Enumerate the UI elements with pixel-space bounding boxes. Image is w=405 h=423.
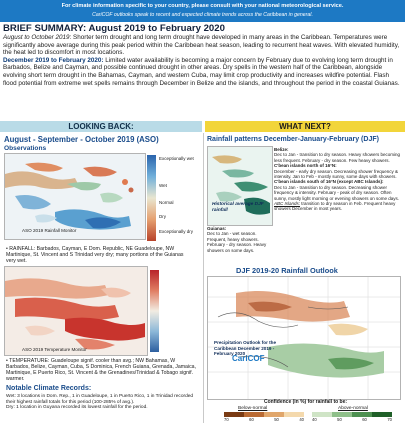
north-islands-head: C'bean islands north of 16°N: bbox=[274, 163, 337, 169]
banner-line-2: CariCOF outlooks speak to recent and expected climate trends across the Caribbean in general. bbox=[92, 12, 313, 18]
below-tick: 60 bbox=[249, 417, 254, 422]
outlook-title: DJF 2019-20 Rainfall Outlook bbox=[236, 266, 338, 275]
belize-block bbox=[274, 147, 402, 212]
column-divider bbox=[203, 133, 204, 423]
notable-records-text bbox=[6, 394, 198, 411]
legend-exceptionally-dry: Exceptionally dry bbox=[159, 229, 194, 234]
above-ticks bbox=[312, 417, 392, 423]
djf-title: Rainfall patterns December-January-February (DJF) bbox=[207, 136, 379, 143]
summary-para-1 bbox=[3, 34, 402, 57]
djf-map-graphic bbox=[208, 147, 272, 225]
top-banner bbox=[0, 0, 405, 22]
legend-normal: Normal bbox=[159, 200, 174, 205]
temperature-observations: • TEMPERATURE: Guadeloupe signif. cooler than avg.; NW Bahamas, W Barbados, Belize, Cayman, Cuba, S Dominica, French Guiana, Grenada, Jamaica, Martinique, E Puerto Rico, St. Vincent & the Grenadines/Trinidad & Tobago signif. warmer. bbox=[6, 358, 197, 383]
temperature-legend-bar bbox=[150, 270, 159, 352]
what-next-header: WHAT NEXT? bbox=[205, 121, 405, 132]
summary-para-2 bbox=[3, 57, 402, 87]
below-normal-label: Below-normal bbox=[238, 406, 268, 411]
rainfall-outlook-map bbox=[207, 276, 401, 400]
summary-p2-text: Limited water availability is becoming a major concern by February due to evolving long term drought in Barbados, Belize and Cayman, and possible continued drought in other areas. Dry spells in the western half of the Caribbean, alongside evolving short term drought in the Bahamas, Cayman, and western Cuba, may limit crop productivity and increases wildfire potential. Flash flood potential from extreme wet spells remains through December in Belize and the islands, and throughout the period in the coastal Guianas. bbox=[3, 56, 400, 87]
temperature-caption: ASO 2019 Temperature Monitor bbox=[22, 347, 87, 352]
below-tick: 40 bbox=[299, 417, 304, 422]
north-islands-text: December - early dry season. Decreasing shower frequency & intensity. Jan to Feb - mostly sunny, some days with showers. bbox=[274, 168, 399, 180]
above-tick: 40 bbox=[312, 417, 317, 422]
banner-line-1: For climate information specific to your country, please consult with your national meteorological service. bbox=[61, 3, 344, 9]
observations-label: Observations bbox=[4, 145, 47, 152]
above-tick: 60 bbox=[362, 417, 367, 422]
records-wet: Wet: 3 locations in Dom. Rep., 1 in Guadeloupe, 1 in Puerto Rico, 1 in Trinidad recorded their highest rainfall totals for this period (100-285% of avg.). bbox=[6, 394, 194, 405]
looking-back-header: LOOKING BACK: bbox=[0, 121, 202, 132]
rainfall-legend bbox=[147, 155, 201, 243]
caricof-logo: CariCOF bbox=[232, 354, 265, 363]
south-islands-head: C'bean islands south of 16°N (except ABC Islands): bbox=[274, 179, 384, 185]
below-tick: 70 bbox=[224, 417, 229, 422]
historical-map-label: Historical average DJF rainfall bbox=[212, 202, 264, 213]
summary-p1-lead: August to October 2019 bbox=[3, 34, 70, 41]
notable-records-title: Notable Climate Records: bbox=[6, 385, 92, 392]
historical-djf-map bbox=[207, 146, 273, 226]
records-dry: Dry: 1 location in Guyana recorded its lowest rainfall for the period. bbox=[6, 405, 148, 411]
guianas-text-2: February - dry season. Heavy showers on some days. bbox=[207, 242, 267, 253]
summary-title: BRIEF SUMMARY: August 2019 to February 2020 bbox=[3, 23, 225, 34]
above-normal-label: Above-normal bbox=[338, 406, 368, 411]
below-tick: 50 bbox=[274, 417, 279, 422]
rainfall-caption: ASO 2019 Rainfall Monitor bbox=[22, 228, 77, 233]
abc-head: ABC Islands: bbox=[274, 201, 301, 207]
outlook-subtitle: Precipitation Outlook for the Caribbean December 2019 - February 2020 bbox=[214, 340, 277, 357]
temperature-monitor-map bbox=[4, 266, 148, 356]
above-tick: 50 bbox=[337, 417, 342, 422]
aso-title: August - September - October 2019 (ASO) bbox=[4, 135, 159, 144]
rainfall-map-graphic bbox=[5, 154, 145, 239]
south-islands-text: Dec to Jan - transition to dry season. Decreasing shower frequency & intensity. February - peak of dry season. Often sunny, mostly light morning or evening showers on some days. bbox=[274, 184, 399, 201]
belize-text: Dec to Jan - transition to dry season. Heavy showers becoming less frequent. February - dry season. Few heavy showers. bbox=[274, 152, 401, 163]
rainfall-observations: • RAINFALL: Barbados, Cayman, E Dom. Republic, NE Guadeloupe, NW Martinique, St. Vincent and S Trinidad very dry; many portions of the Guianas very wet. bbox=[6, 246, 184, 265]
rainfall-monitor-map bbox=[4, 153, 146, 240]
guianas-block bbox=[207, 226, 273, 253]
legend-color-bar bbox=[147, 155, 156, 241]
summary-p1-text: : Shorter term drought and long term drought have developed in many areas in the Caribbean. Temperatures were significantly above average during this peak period within the Caribbean heat season, leading to recurrent heat waves. With elevated humidity, the heat led to discomfort in most locations. bbox=[3, 34, 400, 57]
guianas-text: Dec to Jan - wet season. Frequent, heavy showers. bbox=[207, 231, 259, 242]
confidence-title: Confidence (in %) for rainfall to be: bbox=[264, 399, 348, 405]
brief-summary bbox=[3, 23, 402, 87]
legend-wet: Wet bbox=[159, 183, 167, 188]
below-ticks bbox=[224, 417, 304, 423]
belize-head: Belize: bbox=[274, 147, 289, 152]
abc-text: transition to dry season in Feb. Frequent heavy showers December in most years. bbox=[274, 201, 396, 212]
legend-dry: Dry bbox=[159, 214, 166, 219]
temperature-map-graphic bbox=[5, 267, 147, 355]
guianas-head: Guianas: bbox=[207, 226, 227, 231]
summary-p2-lead: December 2019 to February 2020: bbox=[3, 56, 104, 64]
above-tick: 70 bbox=[387, 417, 392, 422]
outlook-map-graphic bbox=[208, 277, 400, 399]
legend-exceptionally-wet: Exceptionally wet bbox=[159, 156, 194, 161]
